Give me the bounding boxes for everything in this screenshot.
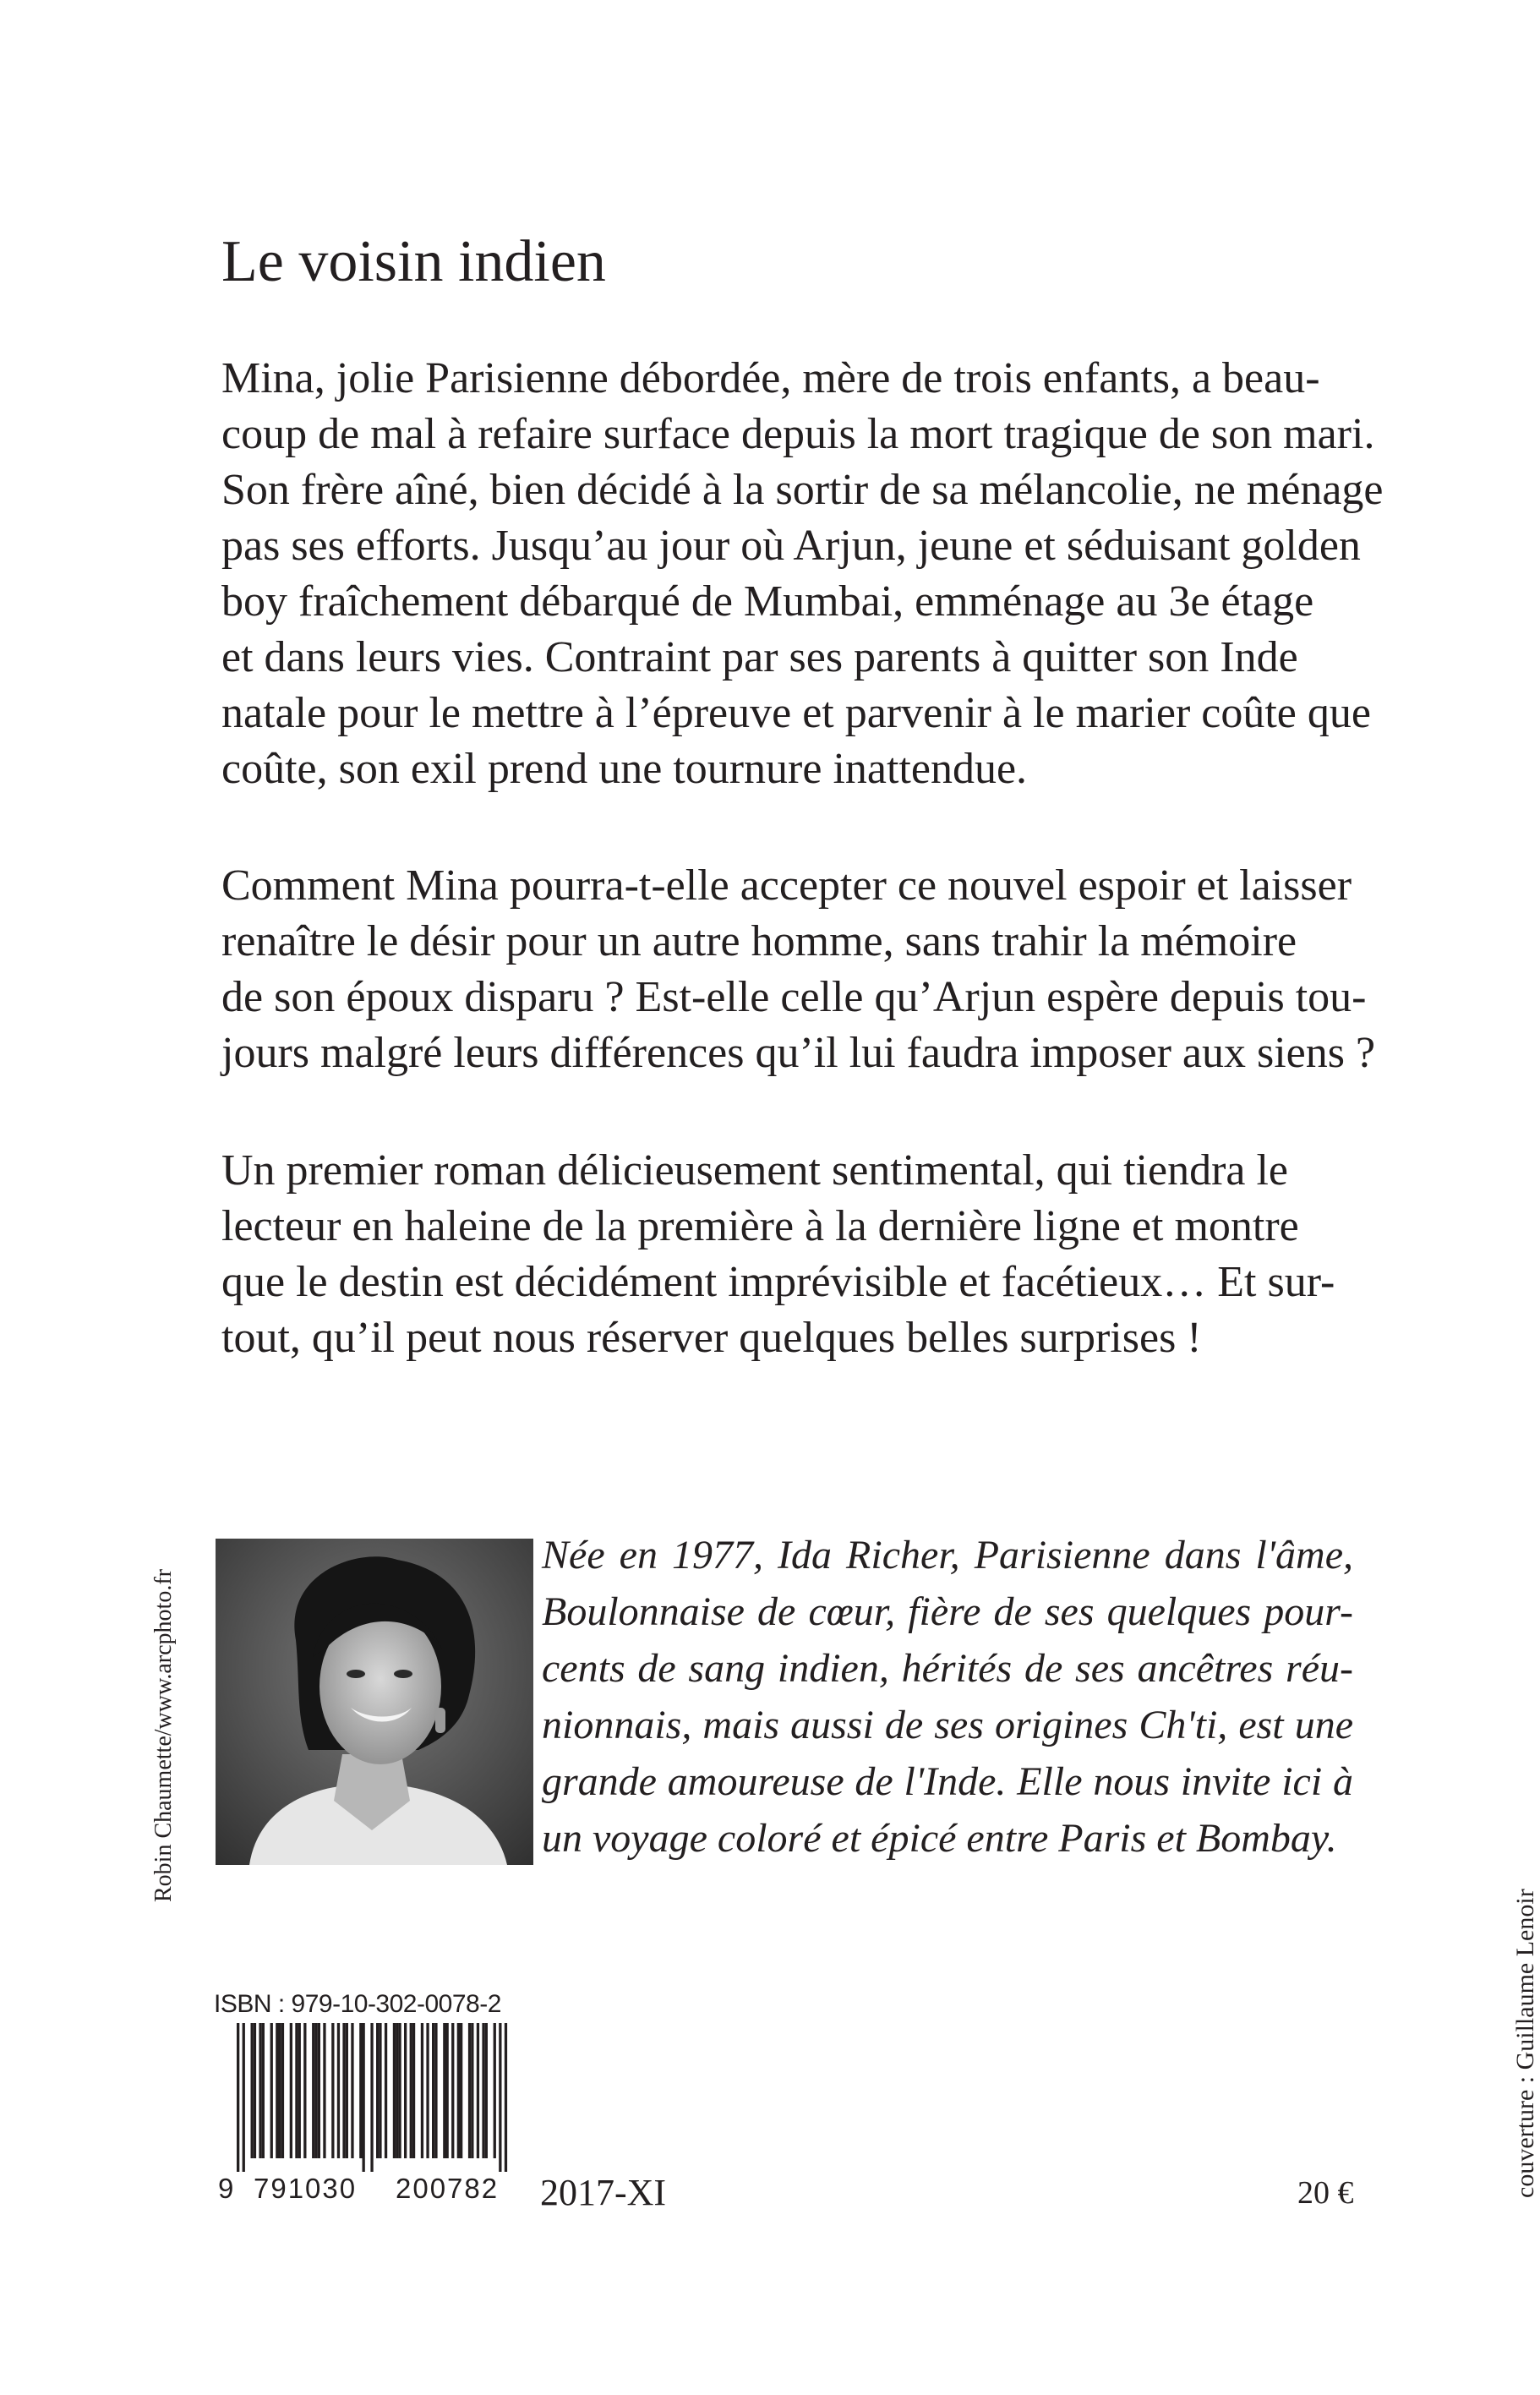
barcode-bar [243,2023,245,2172]
barcode-bar [426,2023,429,2158]
barcode-bar [376,2023,379,2158]
blurb-line: renaître le désir pour un autre homme, sans trahir la mémoire [221,917,1297,965]
barcode-bar [457,2023,460,2158]
barcode-first-digit: 9 [218,2173,234,2204]
barcode-bar [432,2023,434,2158]
blurb-line: et dans leurs vies. Contraint par ses parents à quitter son Inde [221,633,1298,681]
barcode-bar [298,2023,301,2158]
barcode-bar [279,2023,281,2158]
barcode-bar [237,2023,239,2172]
barcode-bar [451,2023,454,2158]
bio-line: cents de sang indien, hérités de ses ancêtres réu- [542,1646,1353,1691]
barcode-bar [351,2023,353,2158]
blurb-line: Son frère aîné, bien décidé à la sortir de sa mélancolie, ne ménage [221,466,1384,514]
barcode-bar [494,2023,496,2158]
blurb-line: natale pour le mettre à l’épreuve et parvenir à le marier coûte que [221,689,1371,737]
barcode-bar [477,2023,479,2158]
bio-line: un voyage coloré et épicé entre Paris et Bombay. [542,1816,1337,1861]
blurb-line: boy fraîchement débarqué de Mumbai, emménage au 3e étage [221,577,1314,626]
barcode-bar [337,2023,340,2158]
barcode-bar [393,2023,396,2158]
barcode-bar [421,2023,423,2158]
barcode-right-digits: 200782 [396,2173,500,2204]
blurb-line: Comment Mina pourra-t-elle accepter ce nouvel espoir et laisser [221,861,1352,910]
barcode-bar [482,2023,484,2158]
barcode-bar [370,2023,373,2172]
barcode-bar [485,2023,488,2158]
barcode-bar [270,2023,273,2158]
barcode-bar [259,2023,261,2158]
cover-credit: couverture : Guillaume Lenoir [1511,1889,1539,2198]
blurb-line: jours malgré leurs différences qu’il lui faudra imposer aux siens ? [221,1029,1376,1077]
edition-code: 2017-XI [540,2172,667,2213]
blurb-line: que le destin est décidément imprévisible et facétieux… Et sur- [221,1258,1335,1306]
barcode-bar [276,2023,278,2158]
blurb-line: lecteur en haleine de la première à la dernière ligne et montre [221,1202,1299,1250]
barcode-bar [359,2023,362,2158]
barcode-bar [262,2023,265,2158]
barcode-bar [363,2023,365,2172]
blurb-line: de son époux disparu ? Est-elle celle qu’Arjun espère depuis tou- [221,973,1367,1021]
blurb-line: pas ses efforts. Jusqu’au jour où Arjun, jeune et séduisant golden [221,522,1361,570]
price: 20 € [1297,2175,1354,2211]
barcode-bar [412,2023,415,2158]
bio-line: Née en 1977, Ida Richer, Parisienne dans l'âme, [542,1533,1353,1578]
barcode-bar [323,2023,325,2158]
book-title: Le voisin indien [221,229,606,294]
blurb-line: Mina, jolie Parisienne débordée, mère de trois enfants, a beau- [221,354,1320,402]
barcode-bar [446,2023,449,2158]
barcode-bar [505,2023,507,2172]
barcode-left-digits: 791030 [254,2173,358,2204]
barcode-bar [303,2023,306,2158]
barcode-bar [379,2023,381,2158]
barcode-bar [499,2023,501,2172]
blurb-line: coûte, son exil prend une tournure inattendue. [221,745,1028,793]
barcode-bar [410,2023,412,2158]
barcode-bar [251,2023,254,2158]
barcode-bar [398,2023,401,2158]
barcode-bar [342,2023,345,2158]
author-photo [216,1539,533,1865]
barcode-bar [468,2023,471,2158]
barcode-bar [346,2023,348,2158]
barcode-bar [471,2023,473,2158]
barcode-bar [396,2023,398,2158]
barcode-bar [404,2023,407,2158]
bio-line: nionnais, mais aussi de ses origines Ch'ti, est une [542,1703,1353,1747]
bio-line: grande amoureuse de l'Inde. Elle nous invite ici à [542,1759,1353,1804]
barcode-bar [385,2023,387,2158]
barcode-bar [331,2023,334,2158]
barcode-bar [318,2023,320,2158]
blurb-line: coup de mal à refaire surface depuis la mort tragique de son mari. [221,410,1375,458]
barcode-bar [314,2023,317,2158]
barcode-bar [295,2023,298,2158]
blurb-paragraph-3 [221,1143,1335,1366]
barcode-bar [434,2023,437,2158]
barcode-bar [290,2023,292,2158]
barcode-bar [460,2023,462,2158]
blurb-paragraph-1 [221,351,1384,797]
author-bio [542,1527,1353,1867]
barcode [216,2023,524,2172]
barcode-bar [254,2023,256,2158]
blurb-paragraph-2 [221,858,1376,1081]
photo-credit: Robin Chaumette/www.arcphoto.fr [150,1569,177,1902]
barcode-bar [312,2023,314,2158]
bio-line: Boulonnaise de cœur, fière de ses quelques pour- [542,1589,1353,1634]
isbn-label: ISBN : 979-10-302-0078-2 [214,1990,501,2018]
barcode-bar [443,2023,445,2158]
barcode-bar [281,2023,284,2158]
blurb-line: tout, qu’il peut nous réserver quelques belles surprises ! [221,1314,1202,1362]
blurb-line: Un premier roman délicieusement sentimental, qui tiendra le [221,1146,1289,1195]
